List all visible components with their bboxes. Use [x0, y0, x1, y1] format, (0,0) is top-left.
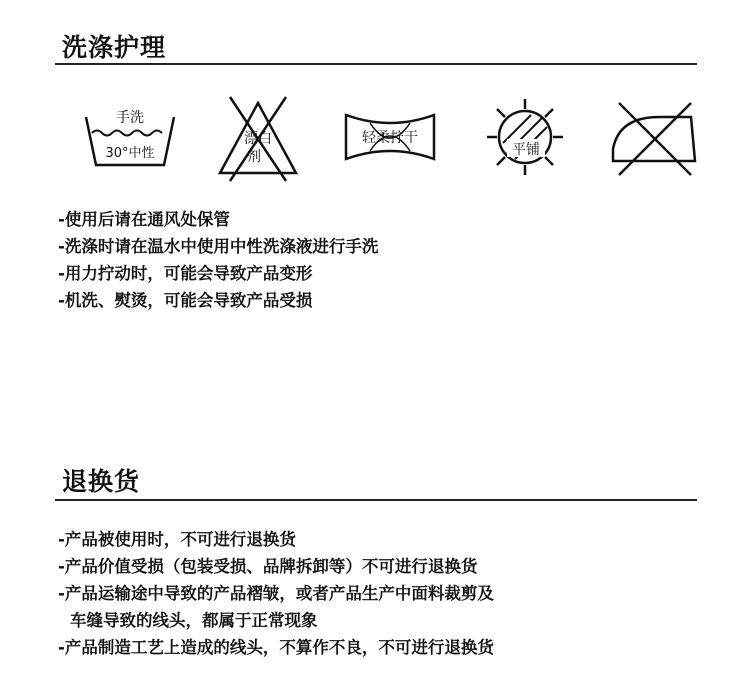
care-note: -用力拧动时，可能会导致产品变形 — [58, 264, 313, 283]
care-divider — [55, 63, 697, 65]
returns-notes-list — [58, 526, 494, 661]
care-icons-row — [80, 95, 680, 185]
svg-text:手洗: 手洗 — [116, 110, 144, 126]
svg-text:剂: 剂 — [247, 149, 261, 165]
care-note: -机洗、熨烫，可能会导致产品受损 — [58, 291, 313, 310]
dry-flat-icon — [475, 95, 575, 185]
returns-note: -产品制造工艺上造成的线头，不算作不良，不可进行退换货 — [58, 638, 494, 657]
svg-text:30°中性: 30°中性 — [105, 146, 155, 161]
svg-text:轻柔拧干: 轻柔拧干 — [362, 130, 418, 146]
care-note: -洗涤时请在温水中使用中性洗涤液进行手洗 — [58, 237, 379, 256]
gentle-wring-icon — [340, 95, 440, 180]
care-section-title: 洗涤护理 — [62, 33, 167, 62]
care-note: -使用后请在通风处保管 — [58, 210, 230, 229]
returns-note: -产品运输途中导致的产品褶皱，或者产品生产中面料裁剪及 — [58, 584, 494, 603]
svg-text:漂白: 漂白 — [244, 131, 272, 147]
svg-text:平铺: 平铺 — [512, 142, 540, 158]
returns-note: -产品价值受损（包装受损、品牌拆卸等）不可进行退换货 — [58, 557, 478, 576]
returns-divider — [55, 499, 697, 501]
care-notes-list — [58, 206, 378, 314]
returns-note: -产品被使用时，不可进行退换货 — [58, 530, 296, 549]
no-iron-icon — [605, 95, 705, 180]
hand-wash-icon — [80, 95, 180, 180]
returns-section-title: 退换货 — [62, 467, 141, 496]
no-bleach-icon — [208, 95, 308, 185]
returns-note: 车缝导致的线头，都属于正常现象 — [70, 611, 318, 630]
